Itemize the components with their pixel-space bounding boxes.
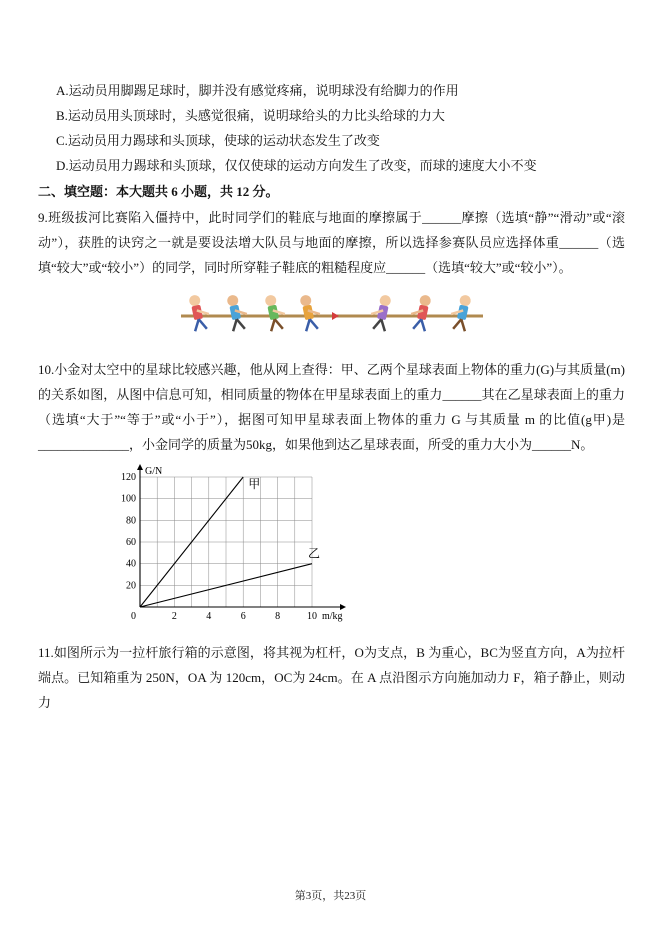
option-c: C.运动员用力踢球和头顶球，使球的运动状态发生了改变	[56, 133, 380, 148]
svg-text:8: 8	[275, 611, 281, 622]
svg-text:40: 40	[126, 558, 136, 570]
option-a: A.运动员用脚踢足球时，脚并没有感觉疼痛，说明球没有给脚力的作用	[56, 83, 459, 98]
question-11: 11.如图所示为一拉杆旅行箱的示意图，将其视为杠杆，O为支点，B 为重心，BC为竖直方向，A为拉杆端点。已知箱重为 250N，OA 为 120cm，OC为 24cm。在 A 点沿图示方向施加动力 F，箱子静止，则动力	[38, 645, 625, 710]
svg-text:2: 2	[171, 611, 177, 622]
svg-text:60: 60	[126, 537, 136, 548]
page-content	[38, 78, 625, 715]
svg-text:80: 80	[126, 515, 136, 527]
svg-text:4: 4	[206, 611, 212, 622]
svg-text:6: 6	[240, 611, 246, 622]
svg-text:10: 10	[307, 611, 317, 622]
option-b: B.运动员用头顶球时，头感觉很痛，说明球给头的力比头给球的力大	[56, 108, 445, 123]
svg-text:m/kg: m/kg	[322, 611, 343, 622]
question-10: 10.小金对太空中的星球比较感兴趣，他从网上查得：甲、乙两个星球表面上物体的重力(G)与其质量(m)的关系如图，从图中信息可知，相同质量的物体在甲星球表面上的重力______其在乙星球表面上的重力（选填“大于”“等于”或“小于”），据图可知甲星球表面上物体的重力 G 与其质量 m 的比值(g甲)是______________，小金同学的质量为50kg，如果他到达乙星球表面，所受的重力大小为______N。	[38, 362, 625, 452]
svg-text:乙: 乙	[308, 546, 321, 561]
q10-gravity-mass-chart	[98, 461, 625, 638]
page-footer: 第3页，共23页	[294, 890, 367, 902]
svg-text:甲: 甲	[248, 477, 261, 491]
svg-text:G/N: G/N	[145, 466, 163, 477]
option-d: D.运动员用力踢球和头顶球，仅仅使球的运动方向发生了改变，而球的速度大小不变	[56, 158, 537, 173]
svg-text:20: 20	[126, 580, 136, 592]
tug-of-war-image	[167, 284, 497, 346]
tug-of-war-illustration	[38, 284, 625, 351]
section-header: 二、填空题：本大题共 6 小题，共 12 分。	[38, 184, 279, 199]
svg-text:100: 100	[121, 493, 136, 505]
question-9: 9.班级拔河比赛陷入僵持中，此时同学们的鞋底与地面的摩擦属于______摩擦（选填“静”“滑动”或“滚动”），获胜的诀窍之一就是要设法增大队员与地面的摩擦，所以选择参赛队员应选择体重______（选填“较大”或“较小”）的同学，同时所穿鞋子鞋底的粗糙程度应______（选填“较大”或“较小”）。	[38, 210, 625, 275]
svg-text:120: 120	[121, 472, 136, 483]
svg-text:0: 0	[131, 611, 136, 622]
